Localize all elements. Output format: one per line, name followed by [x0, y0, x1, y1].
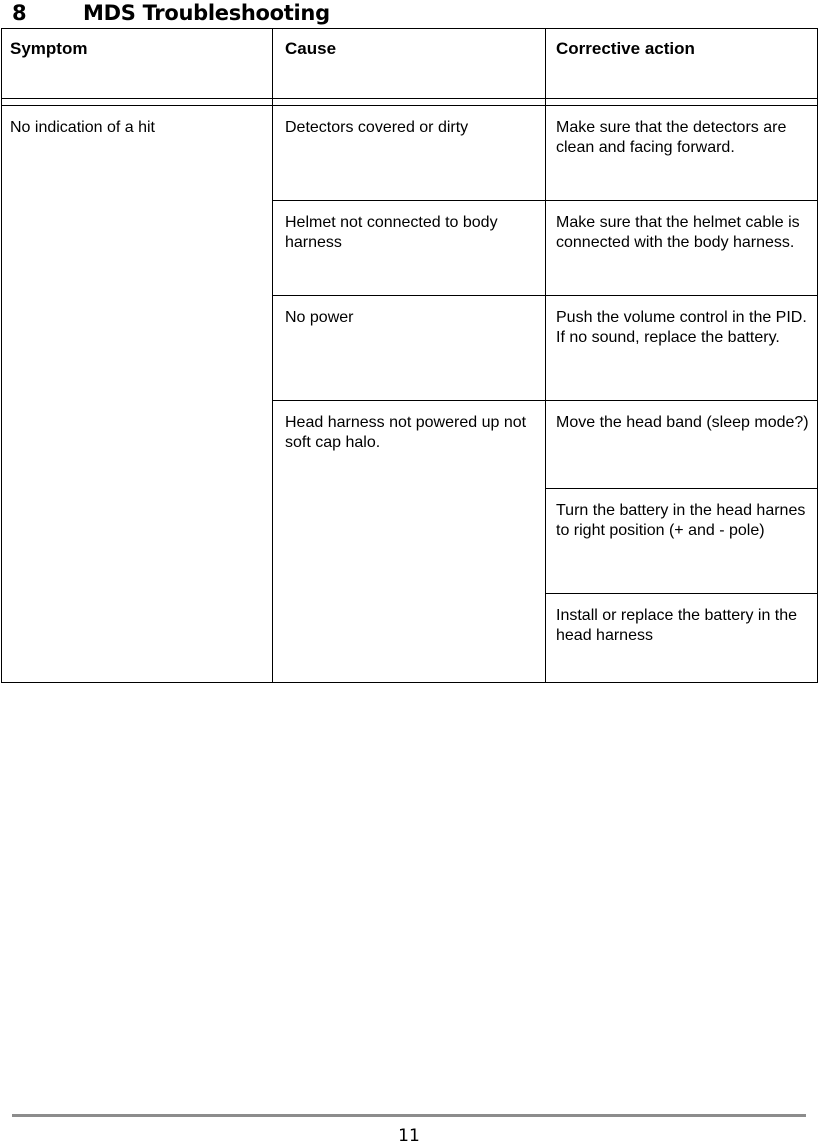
section-number: 8: [12, 1, 27, 25]
action-cell: [546, 296, 818, 401]
cause-column-header: Cause: [273, 29, 546, 99]
header-row: [2, 29, 818, 99]
action-text: Make sure that the detectors are clean and facing forward.: [556, 119, 787, 156]
action-text: Install or replace the battery in the head harness: [556, 607, 798, 644]
section-title: MDS Troubleshooting: [83, 1, 330, 25]
cause-text: Helmet not connected to body harness: [285, 214, 498, 251]
table-row: [2, 106, 818, 201]
action-cell: [546, 489, 818, 594]
action-text: Turn the battery in the head harnes to right position (+ and - pole): [556, 502, 806, 539]
action-cell: [546, 106, 818, 201]
action-text: Move the head band (sleep mode?): [556, 414, 809, 431]
cause-cell: [273, 201, 546, 296]
action-column-header: Corrective action: [546, 29, 818, 99]
action-text: Push the volume control in the PID. If no sound, replace the battery.: [556, 309, 807, 346]
cause-text: No power: [285, 309, 354, 326]
action-cell: [546, 201, 818, 296]
spacer-cell: [546, 99, 818, 106]
spacer-cell: [2, 99, 273, 106]
action-cell: [546, 401, 818, 489]
cause-text: Detectors covered or dirty: [285, 119, 469, 136]
section-heading: [12, 0, 330, 26]
symptom-column-header: Symptom: [2, 29, 273, 99]
cause-cell: [273, 401, 546, 683]
spacer-cell: [273, 99, 546, 106]
footer-divider: [12, 1114, 806, 1117]
symptom-cell: [2, 106, 273, 683]
troubleshooting-table: [1, 28, 818, 683]
symptom-text: No indication of a hit: [10, 119, 155, 136]
cause-cell: [273, 106, 546, 201]
spacer-row: [2, 99, 818, 106]
page-number: 11: [398, 1126, 420, 1146]
action-text: Make sure that the helmet cable is connected with the body harness.: [556, 214, 800, 251]
cause-cell: [273, 296, 546, 401]
action-cell: [546, 594, 818, 683]
cause-text: Head harness not powered up not soft cap halo.: [285, 414, 527, 451]
